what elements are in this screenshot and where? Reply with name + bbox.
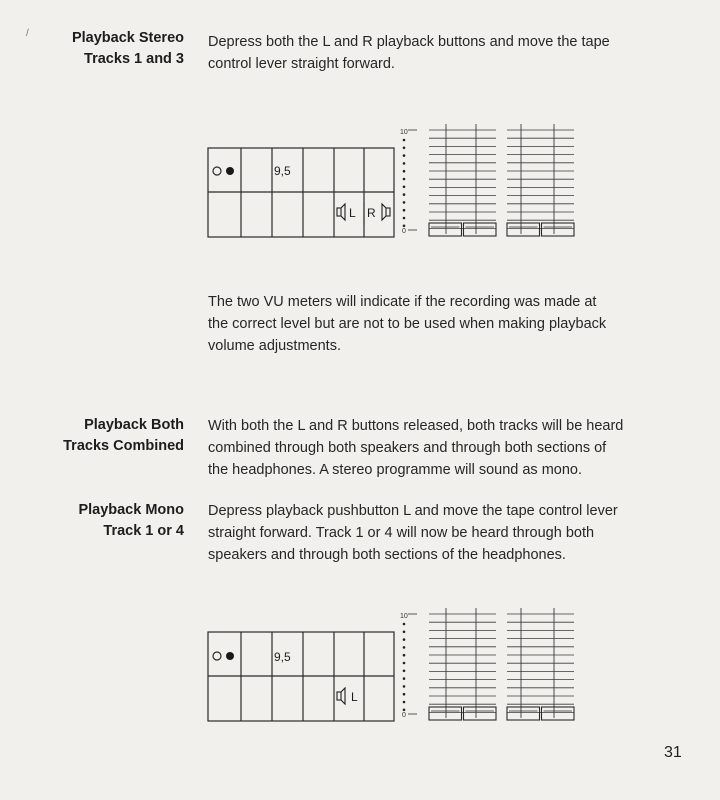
scale-dot [403, 654, 406, 657]
record-indicator [213, 652, 234, 660]
meter-scale-dots [403, 614, 417, 714]
body-line: the correct level but are not to be used when making playback [208, 316, 607, 332]
body-line: The two VU meters will indicate if the recording was made at [208, 294, 597, 310]
scale-dot [403, 162, 406, 165]
section-body-playback-both [208, 415, 708, 481]
section-heading-playback-mono [0, 500, 184, 542]
record-indicator [213, 167, 234, 175]
scale-dot [403, 139, 406, 142]
scale-dot [403, 147, 406, 150]
body-line: the headphones. A stereo programme will sound as mono. [208, 462, 583, 478]
scale-dot [403, 217, 406, 220]
meter-scale-bottom: 0 [402, 712, 406, 719]
scale-dot [403, 623, 406, 626]
scale-dot [403, 201, 406, 204]
body-line: Depress playback pushbutton L and move the tape control lever [208, 503, 618, 519]
scale-dot [403, 631, 406, 634]
body-line: straight forward. Track 1 or 4 will now be heard through both [208, 525, 595, 541]
scale-dot [403, 638, 406, 641]
scale-dot [403, 693, 406, 696]
meter-base-block [542, 707, 575, 720]
section-body-playback-mono [208, 500, 708, 566]
vu-meter-left [429, 124, 496, 236]
scale-dot [403, 193, 406, 196]
tape-speed-label: 9,5 [274, 650, 291, 664]
section-heading-playback-both [0, 415, 184, 457]
heading-line: Playback Stereo [71, 30, 184, 46]
vu-meter-right [507, 124, 574, 236]
tape-speed-label: 9,5 [274, 164, 291, 178]
scale-dot [403, 677, 406, 680]
meter-base-block [507, 707, 540, 720]
scale-dot [403, 209, 406, 212]
heading-line: Track 1 or 4 [103, 523, 184, 539]
left-speaker-icon [337, 204, 345, 220]
control-panel-diagram-stereo [205, 120, 585, 245]
body-line: combined through both speakers and through both sections of [208, 440, 607, 456]
control-panel-diagram-mono [205, 604, 585, 729]
right-speaker-icon [382, 204, 390, 220]
body-line: With both the L and R buttons released, both tracks will be heard [208, 418, 624, 434]
left-channel-label: L [349, 206, 356, 220]
body-line: Depress both the L and R playback buttons and move the tape [208, 34, 610, 50]
left-speaker-icon [337, 688, 345, 704]
scale-dot [403, 685, 406, 688]
page-number: 31 [664, 744, 682, 761]
right-channel-label: R [367, 206, 376, 220]
scale-dot [403, 709, 406, 712]
meter-scale-top: 10 [400, 613, 408, 620]
meter-base-block [464, 707, 497, 720]
meter-scale-top: 10 [400, 129, 408, 136]
meter-base-block [429, 223, 462, 236]
section-body-vu-meters [208, 291, 708, 357]
body-line: control lever straight forward. [208, 56, 395, 72]
vu-meter-left [429, 608, 496, 720]
meter-base-block [464, 223, 497, 236]
scale-dot [403, 154, 406, 157]
section-heading-playback-stereo [0, 28, 184, 70]
scale-dot [403, 670, 406, 673]
meter-base-block [429, 707, 462, 720]
scale-dot [403, 170, 406, 173]
vu-meter-right [507, 608, 574, 720]
scale-dot [403, 662, 406, 665]
scale-dot [403, 178, 406, 181]
scale-dot [403, 701, 406, 704]
scale-dot [403, 646, 406, 649]
stray-mark: / [26, 28, 29, 39]
meter-base-block [542, 223, 575, 236]
meter-base-block [507, 223, 540, 236]
scale-dot [403, 186, 406, 189]
meter-scale-dots [403, 130, 417, 230]
heading-line: Tracks Combined [63, 438, 184, 454]
heading-line: Playback Both [84, 417, 184, 433]
left-channel-label: L [351, 690, 358, 704]
body-line: volume adjustments. [208, 338, 341, 354]
meter-scale-bottom: 0 [402, 228, 406, 235]
heading-line: Playback Mono [78, 502, 184, 518]
heading-line: Tracks 1 and 3 [84, 51, 184, 67]
body-line: speakers and through both sections of the headphones. [208, 547, 566, 563]
scale-dot [403, 225, 406, 228]
section-body-playback-stereo [208, 31, 708, 75]
